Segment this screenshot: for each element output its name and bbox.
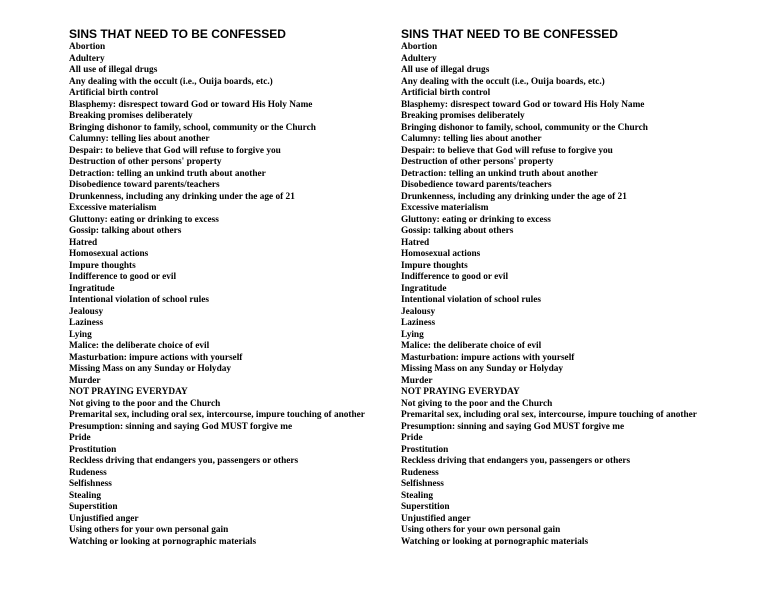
list-item: Detraction: telling an unkind truth about another bbox=[401, 168, 598, 179]
list-item: Murder bbox=[401, 375, 433, 386]
list-item: NOT PRAYING EVERYDAY bbox=[69, 387, 188, 397]
list-item: Reckless driving that endangers you, passengers or others bbox=[69, 456, 299, 466]
list-item: Abortion bbox=[69, 42, 106, 52]
list-item: Unjustified anger bbox=[69, 513, 139, 524]
list-item: Intentional violation of school rules bbox=[401, 295, 541, 305]
sin-list-copy bbox=[401, 42, 753, 548]
list-item: Jealousy bbox=[69, 306, 104, 317]
list-item: Disobedience toward parents/teachers bbox=[69, 180, 220, 190]
list-item: Destruction of other persons' property bbox=[69, 157, 222, 167]
list-item: Gluttony: eating or drinking to excess bbox=[401, 214, 551, 225]
list-item: Calumny: telling lies about another bbox=[69, 134, 210, 144]
list-item: Using others for your own personal gain bbox=[401, 525, 561, 535]
list-item: Selfishness bbox=[401, 479, 444, 489]
list-item: Stealing bbox=[401, 490, 434, 501]
list-item: Lying bbox=[69, 329, 92, 340]
list-item: Breaking promises deliberately bbox=[401, 111, 525, 121]
list-item: Selfishness bbox=[69, 479, 112, 489]
list-item: Pride bbox=[401, 433, 423, 443]
list-item: Bringing dishonor to family, school, community or the Church bbox=[69, 122, 316, 133]
list-item: Adultery bbox=[401, 53, 437, 64]
page-title: SINS THAT NEED TO BE CONFESSED bbox=[69, 27, 286, 41]
list-item: Gossip: talking about others bbox=[401, 226, 514, 236]
list-item: Rudeness bbox=[69, 467, 107, 478]
list-item: Gluttony: eating or drinking to excess bbox=[69, 214, 219, 225]
list-item: Laziness bbox=[69, 318, 104, 328]
list-item: Prostitution bbox=[69, 444, 117, 455]
list-item: Artificial birth control bbox=[401, 88, 491, 98]
list-item: Breaking promises deliberately bbox=[69, 111, 193, 121]
list-item: Any dealing with the occult (i.e., Ouija boards, etc.) bbox=[401, 76, 605, 87]
list-item: Missing Mass on any Sunday or Holyday bbox=[401, 364, 564, 374]
list-item: Hatred bbox=[401, 237, 430, 248]
list-item: Presumption: sinning and saying God MUST forgive me bbox=[69, 421, 293, 432]
list-item: Blasphemy: disrespect toward God or toward His Holy Name bbox=[401, 99, 645, 110]
list-item: Malice: the deliberate choice of evil bbox=[69, 341, 210, 351]
list-item: Watching or looking at pornographic materials bbox=[401, 536, 589, 547]
left-column bbox=[69, 27, 421, 548]
list-item: Bringing dishonor to family, school, community or the Church bbox=[401, 122, 648, 133]
sin-list bbox=[69, 42, 421, 548]
list-item: Using others for your own personal gain bbox=[69, 525, 229, 535]
list-item: Any dealing with the occult (i.e., Ouija boards, etc.) bbox=[69, 76, 273, 87]
list-item: Prostitution bbox=[401, 444, 449, 455]
list-item: Disobedience toward parents/teachers bbox=[401, 180, 552, 190]
list-item: Destruction of other persons' property bbox=[401, 157, 554, 167]
list-item: Adultery bbox=[69, 53, 105, 64]
right-column bbox=[401, 27, 753, 548]
list-item: Gossip: talking about others bbox=[69, 226, 182, 236]
page-title-copy: SINS THAT NEED TO BE CONFESSED bbox=[401, 27, 618, 41]
list-item: Calumny: telling lies about another bbox=[401, 134, 542, 144]
list-item: Impure thoughts bbox=[401, 260, 468, 271]
list-item: Blasphemy: disrespect toward God or toward His Holy Name bbox=[69, 99, 313, 110]
list-item: Despair: to believe that God will refuse to forgive you bbox=[69, 145, 281, 156]
list-item: Excessive materialism bbox=[69, 203, 157, 213]
list-item: Drunkenness, including any drinking under the age of 21 bbox=[69, 191, 295, 202]
list-item: Masturbation: impure actions with yourself bbox=[69, 352, 243, 363]
list-item: Reckless driving that endangers you, passengers or others bbox=[401, 456, 631, 466]
list-item: Not giving to the poor and the Church bbox=[69, 398, 221, 409]
list-item: Pride bbox=[69, 433, 91, 443]
list-item: Detraction: telling an unkind truth about another bbox=[69, 168, 266, 179]
list-item: Indifference to good or evil bbox=[69, 272, 177, 282]
list-item: Ingratitude bbox=[69, 283, 115, 294]
list-item: Missing Mass on any Sunday or Holyday bbox=[69, 364, 232, 374]
list-item: All use of illegal drugs bbox=[69, 65, 158, 75]
list-item: Hatred bbox=[69, 237, 98, 248]
list-item: Intentional violation of school rules bbox=[69, 295, 209, 305]
list-item: Despair: to believe that God will refuse to forgive you bbox=[401, 145, 613, 156]
list-item: NOT PRAYING EVERYDAY bbox=[401, 387, 520, 397]
list-item: Premarital sex, including oral sex, intercourse, impure touching of another bbox=[401, 410, 697, 420]
list-item: Homosexual actions bbox=[401, 249, 481, 259]
list-item: Homosexual actions bbox=[69, 249, 149, 259]
list-item: Superstition bbox=[69, 502, 118, 512]
list-item: Artificial birth control bbox=[69, 88, 159, 98]
list-item: Laziness bbox=[401, 318, 436, 328]
list-item: Abortion bbox=[401, 42, 438, 52]
list-item: All use of illegal drugs bbox=[401, 65, 490, 75]
list-item: Not giving to the poor and the Church bbox=[401, 398, 553, 409]
list-item: Premarital sex, including oral sex, intercourse, impure touching of another bbox=[69, 410, 365, 420]
list-item: Malice: the deliberate choice of evil bbox=[401, 341, 542, 351]
list-item: Impure thoughts bbox=[69, 260, 136, 271]
list-item: Jealousy bbox=[401, 306, 436, 317]
list-item: Drunkenness, including any drinking under the age of 21 bbox=[401, 191, 627, 202]
list-item: Unjustified anger bbox=[401, 513, 471, 524]
list-item: Excessive materialism bbox=[401, 203, 489, 213]
list-item: Lying bbox=[401, 329, 424, 340]
list-item: Murder bbox=[69, 375, 101, 386]
list-item: Superstition bbox=[401, 502, 450, 512]
list-item: Ingratitude bbox=[401, 283, 447, 294]
list-item: Presumption: sinning and saying God MUST forgive me bbox=[401, 421, 625, 432]
list-item: Indifference to good or evil bbox=[401, 272, 509, 282]
list-item: Watching or looking at pornographic materials bbox=[69, 536, 257, 547]
list-item: Masturbation: impure actions with yourself bbox=[401, 352, 575, 363]
list-item: Rudeness bbox=[401, 467, 439, 478]
list-item: Stealing bbox=[69, 490, 102, 501]
